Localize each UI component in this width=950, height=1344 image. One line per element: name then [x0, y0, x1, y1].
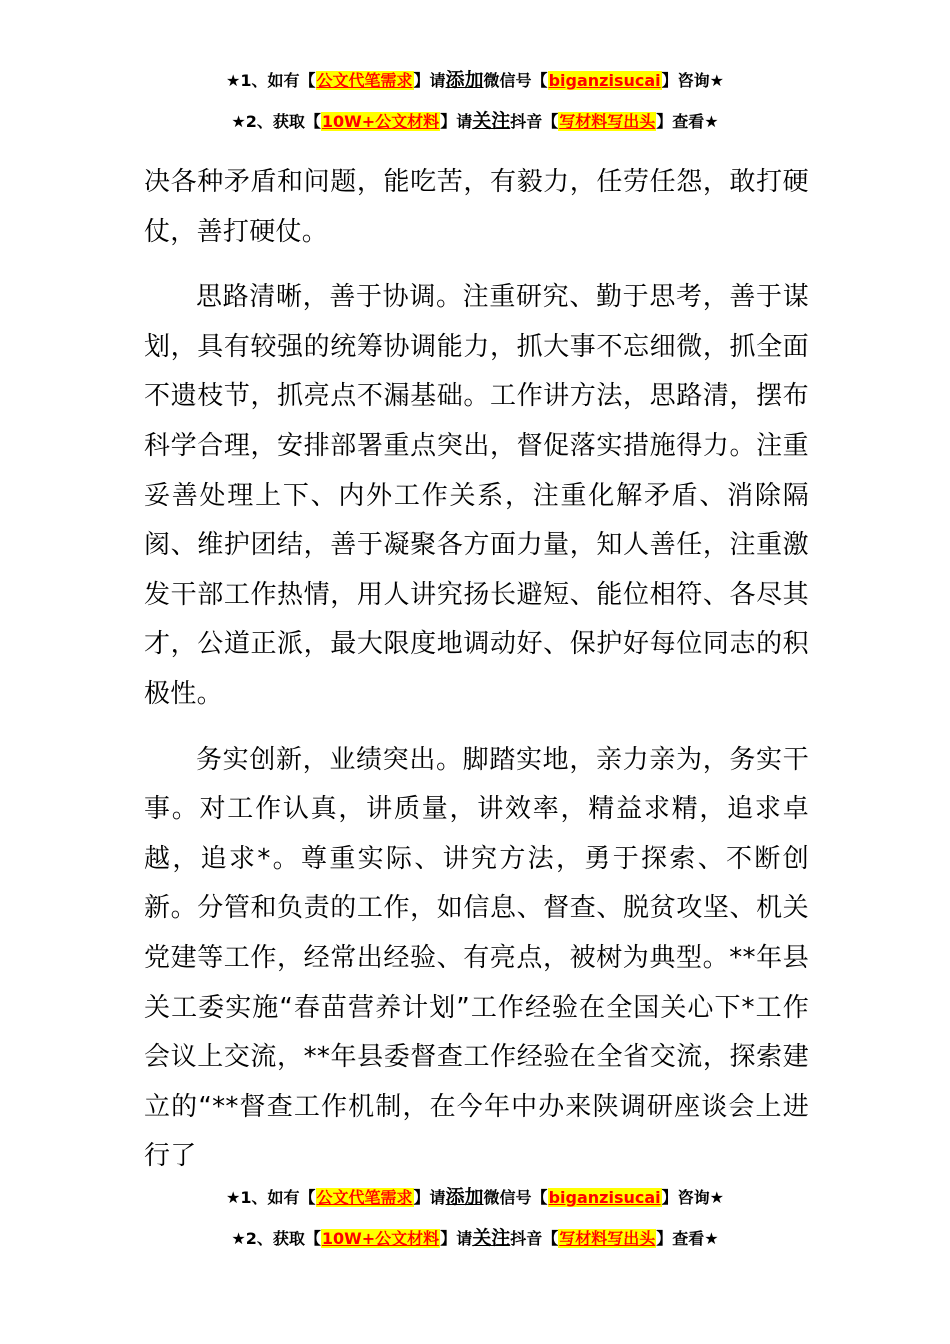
header-line-1 [0, 68, 950, 93]
body-paragraph-innovation: 务实创新，业绩突出。脚踏实地，亲力亲为，务实干事。对工作认真，讲质量，讲效率，精益求精，追求卓越，追求*。尊重实际、讲究方法，勇于探索、不断创新。分管和负责的工作，如信息、督查、脱贫攻坚、机关党建等工作，经常出经验、有亮点，被树为典型。**年县关工委实施“春苗营养计划”工作经验在全国关心下*工作会议上交流，**年县委督查工作经验在全省交流，探索建立的“**督查工作机制，在今年中办来陕调研座谈会上进行了 [144, 744, 809, 1172]
footer-line-1 [0, 1185, 950, 1210]
footer-line-2-mid2: 抖音【 [510, 1229, 559, 1248]
footer-line-2-highlight-materials: 10W+公文材料 [321, 1229, 440, 1248]
header-line-1-mid2: 微信号【 [483, 71, 548, 90]
document-body [144, 158, 809, 1182]
header-line-2-mid2: 抖音【 [510, 112, 559, 131]
header-line-2-suffix: 】查看★ [656, 112, 719, 131]
footer-line-1-highlight-service: 公文代笔需求 [316, 1188, 413, 1207]
footer-line-1-wechat-id: biganzisucai [548, 1188, 661, 1207]
header-line-2-highlight-materials: 10W+公文材料 [321, 112, 440, 131]
header-line-1-emphasis: 添加 [445, 69, 484, 91]
footer-line-2-prefix: ★2、获取【 [231, 1229, 321, 1248]
header-line-1-mid: 】请 [413, 71, 446, 90]
header-line-2-douyin-account: 写材料写出头 [559, 112, 656, 131]
header-line-1-wechat-id: biganzisucai [548, 71, 661, 90]
footer-line-2-douyin-account: 写材料写出头 [559, 1229, 656, 1248]
header-line-2-emphasis: 关注 [472, 110, 511, 132]
header-line-1-suffix: 】咨询★ [661, 71, 724, 90]
body-paragraph-coordination: 思路清晰，善于协调。注重研究、勤于思考，善于谋划，具有较强的统筹协调能力，抓大事不忘细微，抓全面不遗枝节，抓亮点不漏基础。工作讲方法，思路清，摆布科学合理，安排部署重点突出，督促落实措施得力。注重妥善处理上下、内外工作关系，注重化解矛盾、消除隔阂、维护团结，善于凝聚各方面力量，知人善任，注重激发干部工作热情，用人讲究扬长避短、能位相符、各尽其才，公道正派，最大限度地调动好、保护好每位同志的积极性。 [144, 282, 809, 709]
footer-line-1-prefix: ★1、如有【 [226, 1188, 316, 1207]
header-line-1-prefix: ★1、如有【 [226, 71, 316, 90]
header-line-2 [0, 109, 950, 134]
header-line-2-prefix: ★2、获取【 [231, 112, 321, 131]
footer-line-2-emphasis: 关注 [472, 1227, 511, 1249]
header-line-2-mid: 】请 [440, 112, 473, 131]
body-paragraph-continued: 决各种矛盾和问题，能吃苦，有毅力，任劳任怨，敢打硬仗，善打硬仗。 [144, 167, 809, 247]
header-line-1-highlight-service: 公文代笔需求 [316, 71, 413, 90]
footer-line-1-mid2: 微信号【 [483, 1188, 548, 1207]
footer-line-2 [0, 1226, 950, 1251]
footer-line-2-suffix: 】查看★ [656, 1229, 719, 1248]
footer-line-1-emphasis: 添加 [445, 1186, 484, 1208]
footer-line-2-mid: 】请 [440, 1229, 473, 1248]
footer-line-1-mid: 】请 [413, 1188, 446, 1207]
footer-line-1-suffix: 】咨询★ [661, 1188, 724, 1207]
